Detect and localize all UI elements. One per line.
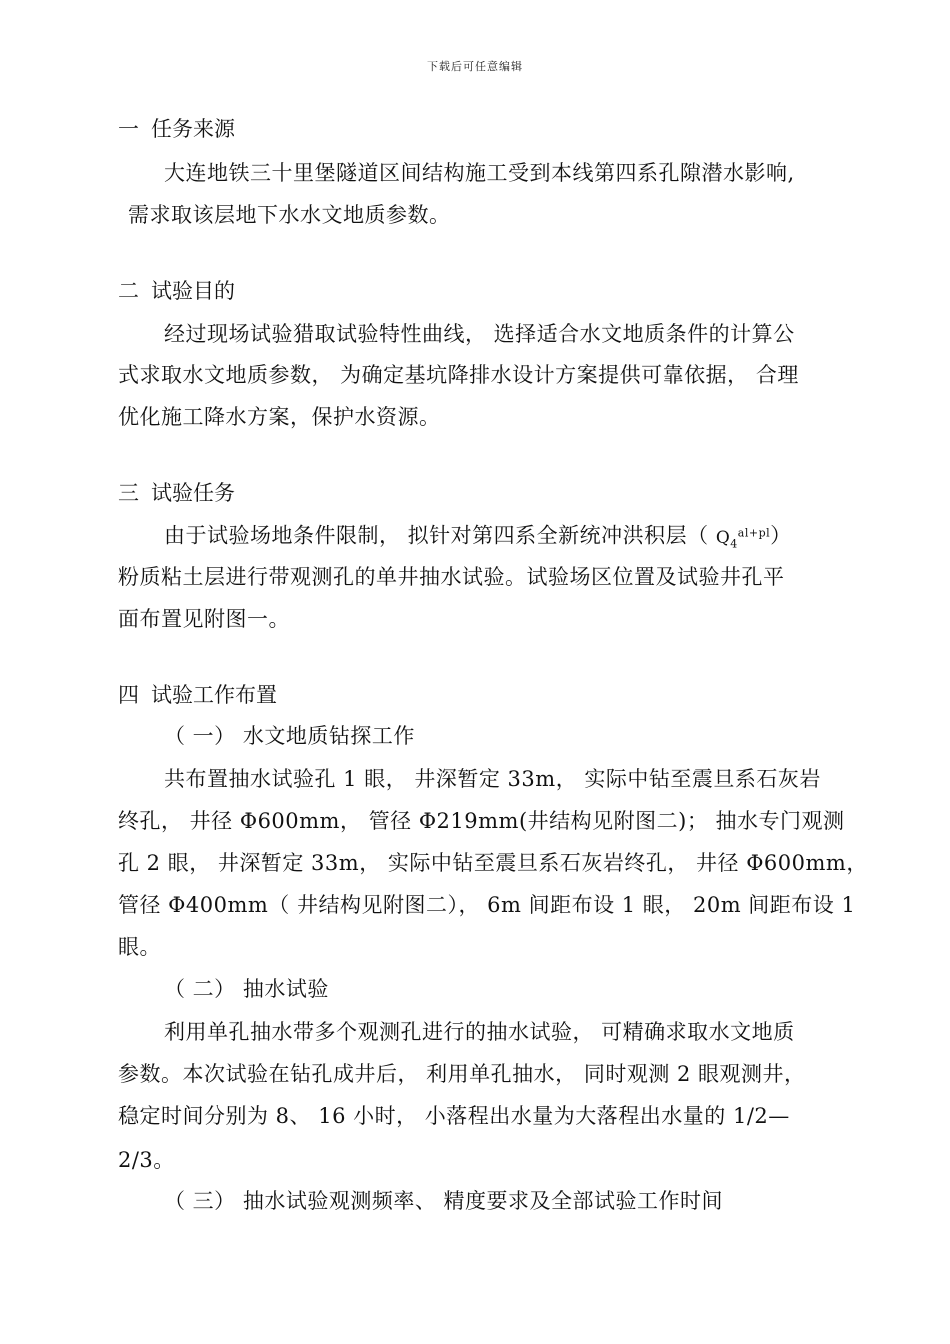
section-3-title: 试验任务 xyxy=(151,481,235,505)
section-3-line-3: 面布置见附图一。 xyxy=(118,607,290,631)
subsection-1-line-4: 管径 Φ400mm（ 井结构见附图二）， 6m 间距布设 1 眼， 20m 间距布设 1 xyxy=(118,893,856,917)
section-3-heading xyxy=(118,479,235,507)
section-2-number: 二 xyxy=(118,279,139,303)
section-2-heading xyxy=(118,277,235,305)
section-4-number: 四 xyxy=(118,683,139,707)
stratum-symbol-sub: 4 xyxy=(730,537,738,551)
section-3-line-1-text: 由于试验场地条件限制， 拟针对第四系全新统冲洪积层（ xyxy=(164,523,716,548)
section-2-line-3: 优化施工降水方案，保护水资源。 xyxy=(118,405,441,429)
subsection-1-line-2: 终孔， 井径 Φ600mm， 管径 Φ219mm(井结构见附图二)； 抽水专门观测 xyxy=(118,809,845,833)
subsection-3-title: （ 三） 抽水试验观测频率、 精度要求及全部试验工作时间 xyxy=(164,1189,724,1213)
subsection-2-line-3: 稳定时间分别为 8、 16 小时， 小落程出水量为大落程出水量的 1/2— xyxy=(118,1104,790,1128)
section-3-number: 三 xyxy=(118,481,139,505)
section-2-line-2: 式求取水文地质参数， 为确定基坑降排水设计方案提供可靠依据， 合理 xyxy=(118,363,799,387)
page-header-note: 下载后可任意编辑 xyxy=(427,60,523,73)
subsection-2-line-2: 参数。本次试验在钻孔成井后， 利用单孔抽水， 同时观测 2 眼观测井， xyxy=(118,1062,806,1086)
section-1-title: 任务来源 xyxy=(151,117,235,141)
section-2-line-1: 经过现场试验猎取试验特性曲线， 选择适合水文地质条件的计算公 xyxy=(164,322,795,346)
section-1-number: 一 xyxy=(118,117,139,141)
section-2-title: 试验目的 xyxy=(151,279,235,303)
section-1-heading xyxy=(118,115,235,143)
section-4-heading xyxy=(118,681,277,709)
section-4-title: 试验工作布置 xyxy=(151,683,277,707)
stratum-symbol-sup: al+pl xyxy=(737,526,771,539)
subsection-1-line-1: 共布置抽水试验孔 1 眼， 井深暂定 33m， 实际中钻至震旦系石灰岩 xyxy=(164,767,821,791)
section-1-line-2: 需求取该层地下水水文地质参数。 xyxy=(128,203,451,227)
stratum-symbol-base: Q xyxy=(715,527,731,548)
subsection-1-title: （ 一） 水文地质钻探工作 xyxy=(164,724,415,748)
section-3-line-1-close: ） xyxy=(770,523,792,548)
subsection-2-title: （ 二） 抽水试验 xyxy=(164,977,329,1001)
subsection-1-line-5: 眼。 xyxy=(118,935,161,959)
stratum-symbol xyxy=(715,526,771,551)
subsection-2-line-4: 2/3。 xyxy=(118,1148,175,1172)
section-3-line-1 xyxy=(164,519,792,558)
subsection-2-line-1: 利用单孔抽水带多个观测孔进行的抽水试验， 可精确求取水文地质 xyxy=(164,1020,795,1044)
section-1-line-1: 大连地铁三十里堡隧道区间结构施工受到本线第四系孔隙潜水影响, xyxy=(164,161,795,185)
section-3-line-2: 粉质粘土层进行带观测孔的单井抽水试验。试验场区位置及试验井孔平 xyxy=(118,565,785,589)
subsection-1-line-3: 孔 2 眼， 井深暂定 33m， 实际中钻至震旦系石灰岩终孔， 井径 Φ600mm， xyxy=(118,851,868,875)
